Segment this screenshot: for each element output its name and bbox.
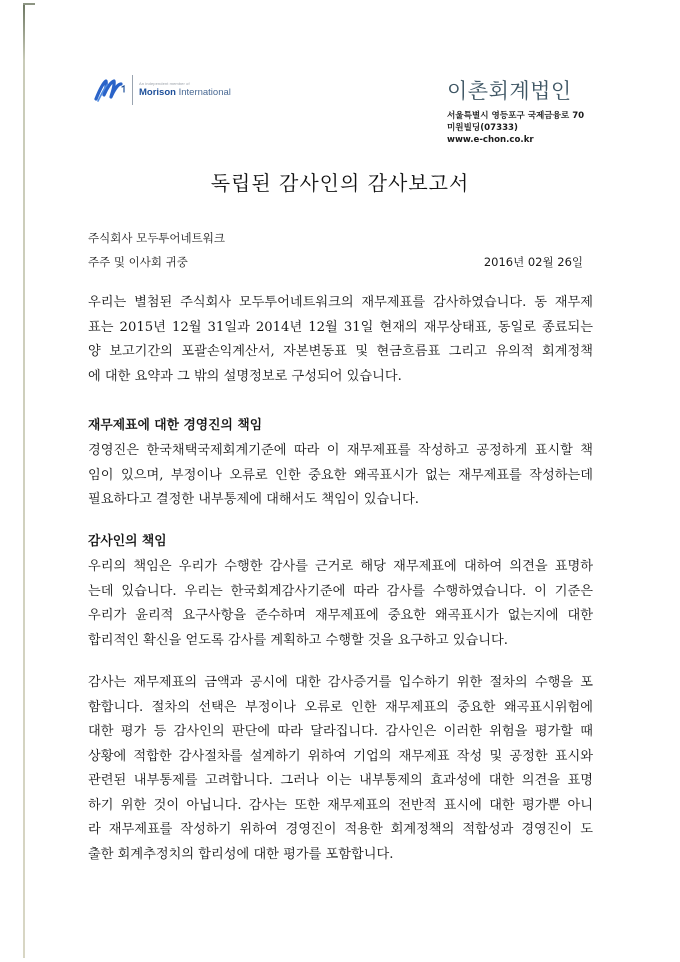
morison-m-logo-icon [94, 75, 128, 105]
auditor-paragraph [88, 555, 593, 653]
firm-address-line-2: 미원빌딩(07333) [447, 123, 518, 133]
firm-website: www.e-chon.co.kr [447, 135, 534, 145]
management-paragraph [88, 439, 593, 513]
auditor-line: 우리의 책임은 우리가 수행한 감사를 근거로 해당 재무제표에 대하여 의견을 표명하 [88, 559, 593, 574]
management-line: 임이 있으며, 부정이나 오류로 인한 중요한 왜곡표시가 없는 재무제표를 작성하는데 [88, 467, 593, 483]
logo-tagline: An independent member of [139, 81, 190, 86]
procedures-line: 관련된 내부통제를 고려합니다. 그러나 이는 내부통제의 효과성에 대한 의견을 표명 [88, 773, 593, 788]
intro-line: 표는 2015년 12월 31일과 2014년 12월 31일 현재의 재무상태표, 동일로 종료되는 [88, 319, 593, 335]
addressee-recipients: 주주 및 이사회 귀중 [88, 255, 188, 269]
procedures-line: 감사는 재무제표의 금액과 공시에 대한 감사증거를 입수하기 위한 절차의 수행을 포 [88, 675, 593, 690]
auditor-line: 우리가 윤리적 요구사항을 준수하며 재무제표에 중요한 왜곡표시가 없는지에 대한 [88, 608, 593, 623]
procedures-paragraph [88, 671, 593, 867]
logo-divider [132, 75, 133, 105]
procedures-line: 라 재무제표를 작성하기 위하여 경영진이 적용한 회계정책의 적합성과 경영진이 도 [88, 822, 593, 837]
management-responsibility-heading: 재무제표에 대한 경영진의 책임 [88, 418, 263, 433]
logo-name-bold: Morison [139, 87, 176, 98]
logo-text [139, 81, 231, 99]
logo-name-light: International [175, 87, 231, 98]
scan-edge-corner [23, 3, 35, 5]
logo-name [139, 87, 231, 99]
management-line: 경영진은 한국채택국제회계기준에 따라 이 재무제표를 작성하고 공정하게 표시할 책 [88, 443, 593, 458]
auditor-responsibility-heading: 감사인의 책임 [88, 534, 167, 549]
management-line: 필요하다고 결정한 내부통제에 대해서도 책임이 있습니다. [88, 492, 419, 507]
addressee-company: 주식회사 모두투어네트워크 [88, 231, 225, 245]
procedures-line: 함합니다. 절차의 선택은 부정이나 오류로 인한 재무제표의 중요한 왜곡표시위험에 [88, 699, 593, 715]
intro-line: 에 대한 요약과 그 밖의 설명정보로 구성되어 있습니다. [88, 368, 402, 384]
intro-paragraph [88, 291, 593, 389]
report-date: 2016년 02월 26일 [483, 255, 583, 269]
intro-line: 우리는 별첨된 주식회사 모두투어네트워크의 재무제표를 감사하였습니다. 동 재무제 [88, 295, 593, 310]
procedures-line: 상황에 적합한 감사절차를 설계하기 위하여 기업의 재무제표 작성 및 공정한 표시와 [88, 748, 593, 764]
morison-international-logo [94, 72, 254, 108]
auditor-line: 는데 있습니다. 우리는 한국회계감사기준에 따라 감사를 수행하였습니다. 이 기준은 [88, 583, 593, 599]
firm-address-line-1: 서울특별시 영등포구 국제금융로 70 [447, 111, 585, 121]
document-title: 독립된 감사인의 감사보고서 [210, 171, 470, 195]
scan-edge-line [23, 3, 25, 958]
auditor-line: 합리적인 확신을 얻도록 감사를 계획하고 수행할 것을 요구하고 있습니다. [88, 632, 508, 648]
procedures-line: 출한 회계추정치의 합리성에 대한 평가를 포함합니다. [88, 846, 394, 862]
intro-line: 양 보고기간의 포괄손익계산서, 자본변동표 및 현금흐름표 그리고 유의적 회계정책 [88, 344, 593, 359]
procedures-line: 대한 평가 등 감사인의 판단에 따라 달라집니다. 감사인은 이러한 위험을 평가할 때 [88, 724, 593, 739]
procedures-line: 하기 위한 것이 아닙니다. 감사는 또한 재무제표의 전반적 표시에 대한 평가뿐 아니 [88, 797, 593, 813]
firm-name: 이촌회계법인 [447, 79, 572, 103]
firm-info [447, 78, 647, 146]
